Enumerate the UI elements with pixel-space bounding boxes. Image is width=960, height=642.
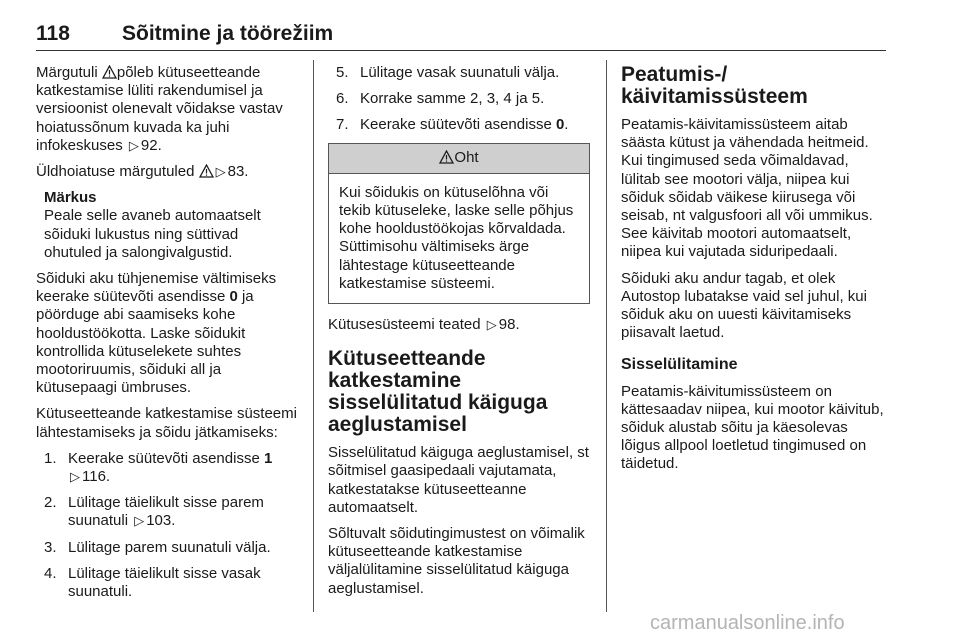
page-reference[interactable]: 92.: [140, 136, 162, 154]
page-number: 118: [36, 22, 70, 45]
warning-text: Kui sõidukis on kütuselõhna või tekib kütuseleke, laske selle põhjus kohe hooldustöökojas kõrvaldada. Süttimisohu vältimiseks ärge lähtestage kütuseetteande katkestamise süsteemi.: [339, 183, 574, 292]
watermark: carmanualsonline.info: [650, 612, 845, 634]
list-item: 1. Keerake süütevõti asendisse 1 ▷ 116.: [44, 449, 273, 486]
note-box: [44, 189, 298, 262]
reset-steps-list-continued: [328, 64, 590, 135]
list-item: 2. Lülitage täielikult sisse parem suunatuli ▷ 103.: [44, 494, 264, 530]
note-text: Peale selle avaneb automaatselt sõiduki lukustus ning süttivad ohutuled ja salongivalgustid.: [44, 207, 261, 261]
paragraph-activation: Peatamis-käivitumissüsteem on kättesaadav niipea, kui mootor käivitub, sõiduk alustab sõitu ja käesolevas lõigus allpool loetletud tingimused on täidetud.: [621, 382, 884, 473]
list-item: 7. Keerake süütevõti asendisse 0.: [336, 116, 569, 134]
subheading-activation: Sisselülitamine: [621, 356, 738, 374]
paragraph-fuel-cutoff-2: Sõltuvalt sõidutingimustest on võimalik kütuseetteande katkestamise väljalülitamine sisselülitatud käiguga aeglustamisel.: [328, 525, 585, 597]
note-title: Märkus: [44, 189, 97, 207]
column-divider-1: [313, 60, 314, 612]
warning-triangle-icon: [199, 164, 214, 178]
warning-triangle-icon: [102, 65, 117, 79]
warning-title: Oht: [454, 148, 479, 166]
page-header: [36, 22, 886, 52]
warning-header: [329, 144, 589, 174]
section-heading-stop-start: Peatumis-/ käivitamissüsteem: [621, 63, 808, 108]
page-reference[interactable]: 116.: [82, 468, 111, 486]
paragraph-fuel-cutoff-1: Sisselülitatud käiguga aeglustamisel, st sõitmisel gaasipedaali vajutamata, katkestatakse kütuseetteanne automaatselt.: [328, 444, 589, 516]
page-ref-icon: ▷: [134, 513, 145, 529]
page-ref-icon: ▷: [70, 469, 80, 485]
danger-warning-box: [328, 143, 590, 304]
page-reference[interactable]: 103.: [146, 512, 176, 530]
page-reference[interactable]: 83.: [227, 163, 249, 181]
page-reference[interactable]: 98.: [498, 316, 520, 334]
column-divider-2: [606, 60, 607, 612]
paragraph-stop-start-1: Peatamis-käivitamissüsteem aitab säästa kütust ja vähendada heitmeid. Kui tingimused seda võimaldavad, lülitab see mootori välja, niipea kui sõiduk sõidab väikese kiirusega või seisab, nt valgusfoori all või ummikus. See käivitab mootori automaatselt, niipea kui vajutada siduripedaali.: [621, 116, 873, 261]
list-item: 6. Korrake samme 2, 3, 4 ja 5.: [336, 90, 545, 108]
page-ref-icon: ▷: [128, 137, 139, 153]
warning-triangle-icon: [439, 150, 454, 164]
page-title: Sõitmine ja töörežiim: [122, 22, 334, 45]
paragraph-reset-intro: Kütuseetteande katkestamise süsteemi lähtestamiseks ja sõidu jätkamiseks:: [36, 405, 297, 441]
list-item: 4. Lülitage täielikult sisse vasak suunatuli.: [44, 564, 261, 601]
page-ref-icon: ▷: [215, 164, 226, 180]
list-item: 5. Lülitage vasak suunatuli välja.: [336, 64, 560, 81]
page-ref-icon: ▷: [486, 317, 497, 333]
paragraph-general-warning: Üldhoiatuse märgutuled ▷ 83.: [36, 163, 249, 181]
paragraph-battery: Sõiduki aku tühjenemise vältimiseks keerake süütevõti asendisse 0 ja pöörduge abi saamiseks kohe hooldustöökotta. Laske sõidukit kontrollida kütuselekete suhtes mootoriruumis, sõiduki all ja kütusepaagi ümbruses.: [36, 270, 277, 397]
list-item: 3. Lülitage parem suunatuli välja.: [44, 538, 271, 556]
header-divider: [36, 50, 886, 51]
section-heading-fuel-cutoff: Kütuseetteande katkestamine sisselülitatud käiguga aeglustamisel: [328, 347, 548, 437]
paragraph-stop-start-2: Sõiduki aku andur tagab, et olek Autostop lubatakse vaid sel juhul, kui sõiduk aku on uuesti käivitamiseks piisavalt laetud.: [621, 269, 867, 342]
paragraph-warning-light: Märgutuli põleb kütuseetteande katkestamise lüliti rakendumisel ja versioonist olenevalt võidakse vastav hoiatussõnum kuvada ka juhi infokeskuses ▷ 92.: [36, 64, 283, 154]
paragraph-fuel-messages: Kütusesüsteemi teated ▷ 98.: [328, 316, 520, 334]
column-2: [328, 64, 590, 606]
reset-steps-list: [36, 450, 298, 601]
column-1: [36, 64, 298, 609]
column-3: [621, 64, 887, 482]
